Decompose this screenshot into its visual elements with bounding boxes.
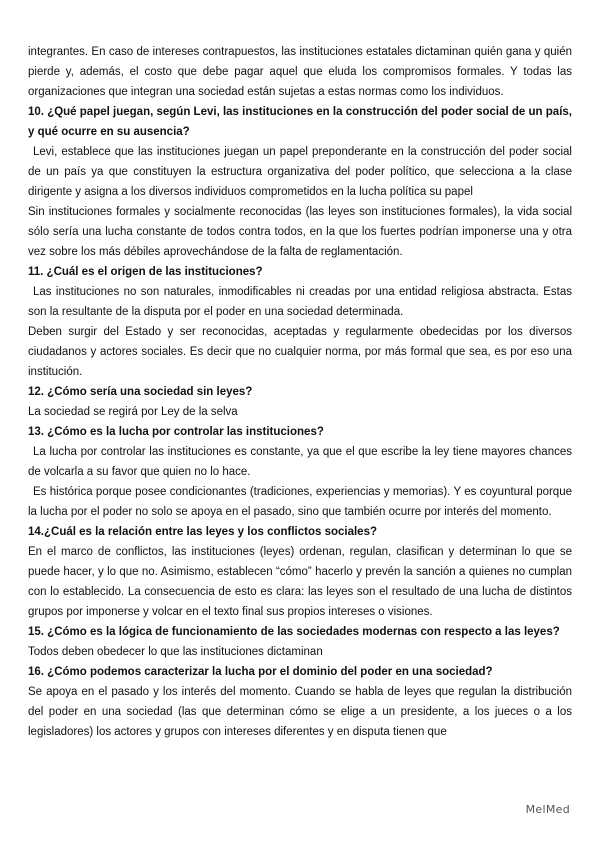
answer-paragraph: Todos deben obedecer lo que las instituciones dictaminan (28, 646, 323, 658)
question-heading: 16. ¿Cómo podemos caracterizar la lucha por el dominio del poder en una sociedad? (28, 666, 493, 678)
question-heading: 12. ¿Cómo sería una sociedad sin leyes? (28, 386, 253, 398)
question-heading: 15. ¿Cómo es la lógica de funcionamiento de las sociedades modernas con respecto a las leyes? (28, 626, 560, 638)
answer-paragraph: Se apoya en el pasado y los interés del momento. Cuando se habla de leyes que regulan la distribución del poder en una sociedad (las que determinan cómo se elige a un presidente, a los jueces o a los legisladores) los actores y grupos con intereses diferentes y en disputa tienen que (28, 686, 572, 738)
question-heading: 11. ¿Cuál es el origen de las instituciones? (28, 266, 263, 278)
answer-paragraph: Sin instituciones formales y socialmente reconocidas (las leyes son instituciones formales), la vida social sólo sería una lucha constante de todos contra todos, en la que los fuertes podrían imponerse una y otra vez sobre los más débiles aprovechándose de la falta de reglamentación. (28, 206, 572, 258)
answer-paragraph: Es histórica porque posee condicionantes (tradiciones, experiencias y memorias). Y es coyuntural porque la lucha por el poder no solo se apoya en el pasado, sino que también ocurre por interés del momento. (28, 486, 572, 518)
answer-paragraph: Las instituciones no son naturales, inmodificables ni creadas por una entidad religiosa abstracta. Estas son la resultante de la disputa por el poder en una sociedad determinada. (28, 286, 572, 318)
answer-paragraph: La sociedad se regirá por Ley de la selva (28, 406, 238, 418)
question-heading: 13. ¿Cómo es la lucha por controlar las instituciones? (28, 426, 324, 438)
question-heading: 14.¿Cuál es la relación entre las leyes y los conflictos sociales? (28, 526, 377, 538)
answer-paragraph: integrantes. En caso de intereses contrapuestos, las instituciones estatales dictaminan quién gana y quién pierde y, además, el costo que debe pagar aquel que eluda los compromisos formales. Y todas las organizaciones que integran una sociedad están sujetas a estas normas como los individuos. (28, 46, 572, 98)
answer-paragraph: En el marco de conflictos, las instituciones (leyes) ordenan, regulan, clasifican y determinan lo que se puede hacer, y lo que no. Asimismo, establecen “cómo” hacerlo y prevén la sanción a quienes no cumplan con lo establecido. La consecuencia de esto es clara: las leyes son el resultado de una lucha de distintos grupos por imponerse y volcar en el texto final sus propios intereses o visiones. (28, 546, 572, 618)
answer-paragraph: Levi, establece que las instituciones juegan un papel preponderante en la construcción del poder social de un país ya que constituyen la estructura organizativa del poder político, que selecciona a la clase dirigente y asigna a los diversos individuos comprometidos en la lucha política su papel (28, 146, 572, 198)
answer-paragraph: Deben surgir del Estado y ser reconocidas, aceptadas y regularmente obedecidas por los diversos ciudadanos y actores sociales. Es decir que no cualquier norma, por más formal que sea, es por eso una institución. (28, 326, 572, 378)
question-heading: 10. ¿Qué papel juegan, según Levi, las instituciones en la construcción del poder social de un país, y qué ocurre en su ausencia? (28, 106, 572, 138)
answer-paragraph: La lucha por controlar las instituciones es constante, ya que el que escribe la ley tiene mayores chances de volcarla a su favor que quien no lo hace. (28, 446, 572, 478)
document-body (28, 42, 572, 742)
watermark: MelMed (525, 803, 570, 816)
